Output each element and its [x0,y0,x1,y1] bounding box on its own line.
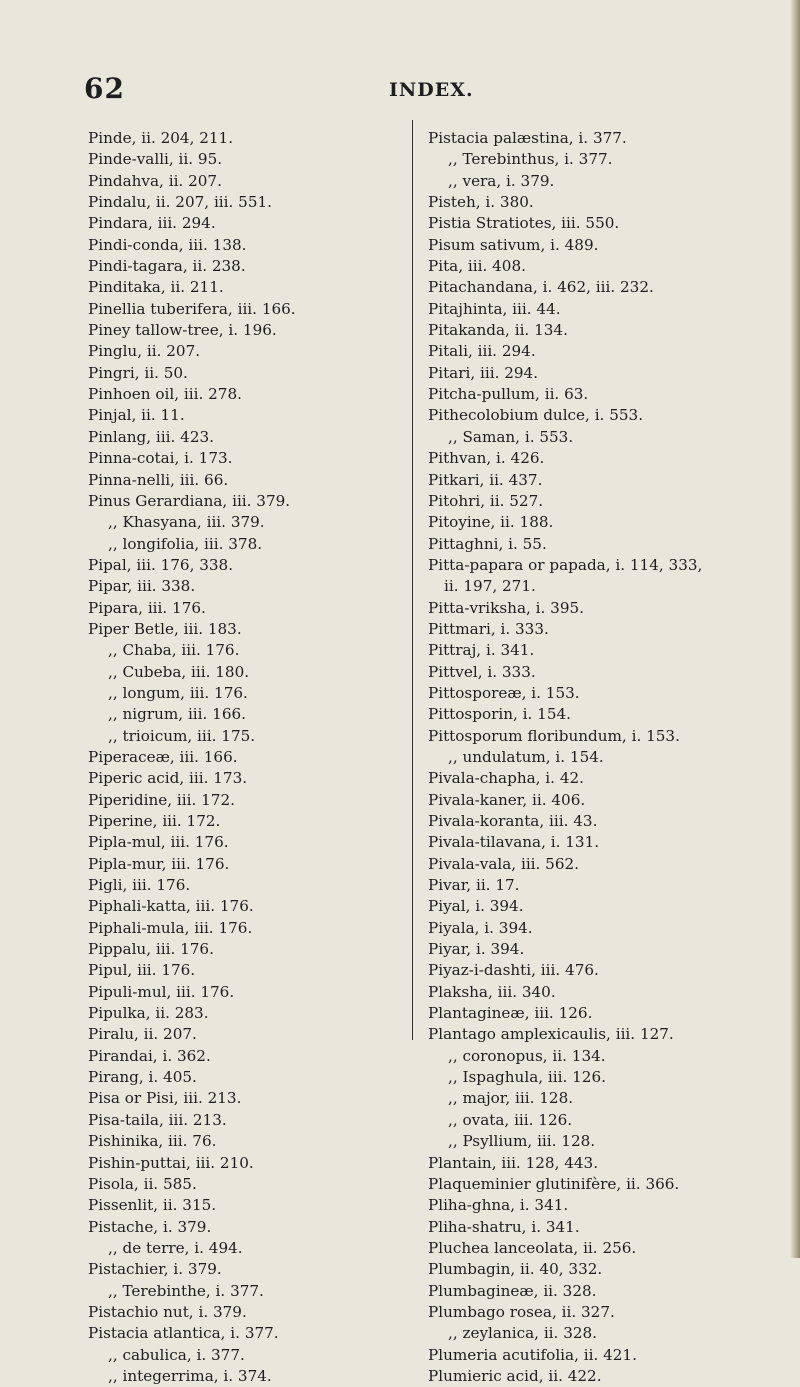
index-entry: ,, coronopus, ii. 134. [448,1046,606,1065]
index-entry: ,, Cubeba, iii. 180. [108,662,250,681]
index-entry: Pisum sativum, i. 489. [428,235,599,254]
index-entry: Pisa-taila, iii. 213. [88,1110,227,1129]
index-entry: ,, trioicum, iii. 175. [108,726,256,745]
index-entry: Pinde, ii. 204, 211. [88,129,234,147]
index-entry: Pittmari, i. 333. [428,619,549,638]
index-entry: Piphali-mula, iii. 176. [88,918,253,937]
index-entry: ,, Saman, i. 553. [448,427,574,446]
index-entry: ,, Terebinthus, i. 377. [448,150,613,169]
index-entry: ,, Ispaghula, iii. 126. [448,1068,606,1087]
index-entry: ,, nigrum, iii. 166. [108,705,246,724]
index-entry: ,, cabulica, i. 377. [108,1345,245,1364]
index-entry: Pirandai, i. 362. [88,1046,211,1065]
index-entry: Pivala-koranta, iii. 43. [428,812,598,830]
column-divider [412,120,413,1040]
index-entry: Pinellia tuberifera, iii. 166. [88,299,296,318]
index-entry: Pishinika, iii. 76. [88,1132,217,1151]
index-entry: Pissenlit, ii. 315. [88,1196,217,1215]
index-entry: Pluchea lanceolata, ii. 256. [428,1238,637,1257]
index-entry: Pipal, iii. 176, 338. [88,555,234,574]
index-entry: Pindara, iii. 294. [88,214,216,233]
index-entry: Pittvel, i. 333. [428,662,536,681]
index-entry: Pippalu, iii. 176. [88,940,214,959]
index-entry: Pinde-valli, ii. 95. [88,150,223,169]
index-column-right [428,128,768,1387]
index-entry: Plantain, iii. 128, 443. [428,1153,599,1172]
index-entry: Pigli, iii. 176. [88,876,191,895]
index-entry: Pitohri, ii. 527. [428,491,544,510]
index-entry: Pistache, i. 379. [88,1217,212,1236]
index-entry: Pitoyine, ii. 188. [428,513,554,532]
index-entry: Plumbagineæ, ii. 328. [428,1281,597,1300]
index-entry: ,, Chaba, iii. 176. [108,641,240,660]
index-entry: Piperaceæ, iii. 166. [88,747,238,766]
index-entry: ,, zeylanica, ii. 328. [448,1324,598,1343]
index-entry: Pipuli-mul, iii. 176. [88,982,235,1001]
index-entry: Pishin-puttai, iii. 210. [88,1153,254,1172]
index-entry: Plaksha, iii. 340. [428,982,556,1001]
index-entry: Plumeria acutifolia, ii. 421. [428,1345,637,1364]
index-entry: Plantagineæ, iii. 126. [428,1004,593,1023]
index-entry: Pittaghni, i. 55. [428,534,547,553]
index-entry: Pipul, iii. 176. [88,961,196,980]
index-entry: Pisteh, i. 380. [428,193,534,212]
index-entry: Plumbagin, ii. 40, 332. [428,1260,603,1279]
index-entry: Plaqueminier glutinifère, ii. 366. [428,1174,680,1193]
index-entry: Piperic acid, iii. 173. [88,769,248,788]
index-entry: ,, Psyllium, iii. 128. [448,1132,596,1151]
index-entry: Piyar, i. 394. [428,940,525,959]
index-entry: Pliha-ghna, i. 341. [428,1196,569,1215]
index-entry: Piyal, i. 394. [428,897,524,916]
index-entry: Pipar, iii. 338. [88,577,196,596]
index-entry: Pittosporeæ, i. 153. [428,683,580,702]
index-entry: ,, ovata, iii. 126. [448,1110,573,1129]
index-entry: Pistachier, i. 379. [88,1260,222,1279]
index-entry: Pinlang, iii. 423. [88,427,214,446]
index-entry: Pinhoen oil, iii. 278. [88,385,242,404]
index-entry: Pisola, ii. 585. [88,1174,197,1193]
index-entry: Pithecolobium dulce, i. 553. [428,406,644,425]
page-edge-shadow [790,0,800,1258]
index-entry: Pivar, ii. 17. [428,876,520,895]
index-entry: ,, major, iii. 128. [448,1089,574,1108]
index-entry: Piyaz-i-dashti, iii. 476. [428,961,599,980]
index-entry: Pitakanda, ii. 134. [428,321,568,340]
index-entry: ,, Terebinthe, i. 377. [108,1281,264,1300]
index-entry: Pliha-shatru, i. 341. [428,1217,580,1236]
index-entry: Pitcha-pullum, ii. 63. [428,385,589,404]
index-entry: Piper Betle, iii. 183. [88,619,242,638]
index-entry: ii. 197, 271. [444,577,536,596]
index-entry: ,, undulatum, i. 154. [448,747,604,766]
index-entry: Pistachio nut, i. 379. [88,1302,247,1321]
index-entry: Pittosporum floribundum, i. 153. [428,726,680,745]
index-entry: Pistia Stratiotes, iii. 550. [428,214,620,233]
index-entry: Pitkari, ii. 437. [428,470,543,489]
index-entry: Pinglu, ii. 207. [88,342,201,361]
index-entry: Pivala-tilavana, i. 131. [428,833,600,852]
index-entry: Pittraj, i. 341. [428,641,535,660]
index-entry: Pipara, iii. 176. [88,598,206,617]
index-entry: Pistacia atlantica, i. 377. [88,1324,279,1343]
index-entry: Pindalu, ii. 207, iii. 551. [88,193,272,212]
index-entry: ,, Khasyana, iii. 379. [108,513,265,532]
index-entry: Pisa or Pisi, iii. 213. [88,1089,242,1108]
index-entry: Pipulka, ii. 283. [88,1004,209,1023]
index-entry: ,, longifolia, iii. 378. [108,534,263,553]
index-entry: ,, longum, iii. 176. [108,683,248,702]
index-entry: Pindi-conda, iii. 138. [88,235,247,254]
index-entry: Pittosporin, i. 154. [428,705,571,724]
index-entry: Pithvan, i. 426. [428,449,545,468]
index-entry: Pitta-papara or papada, i. 114, 333, [428,555,703,574]
index-entry: Plumbago rosea, ii. 327. [428,1302,615,1321]
index-entry: Pipla-mur, iii. 176. [88,854,230,873]
index-entry: Piralu, ii. 207. [88,1025,197,1044]
index-entry: Pingri, ii. 50. [88,363,188,382]
index-entry: ,, de terre, i. 494. [108,1238,243,1257]
index-entry: ,, vera, i. 379. [448,171,555,190]
index-entry: Plumieric acid, ii. 422. [428,1366,602,1385]
index-entry: Pindi-tagara, ii. 238. [88,257,246,276]
index-entry: Pipla-mul, iii. 176. [88,833,229,852]
index-entry: Pivala-kaner, ii. 406. [428,790,586,809]
index-entry: Pitajhinta, iii. 44. [428,299,561,318]
index-entry: Pinus Gerardiana, iii. 379. [88,491,291,510]
index-entry: Pitta-vriksha, i. 395. [428,598,584,617]
index-entry: Pivala-chapha, i. 42. [428,769,584,788]
index-entry: Piperidine, iii. 172. [88,790,235,809]
index-entry: Pistacia palæstina, i. 377. [428,129,627,147]
index-entry: Pita, iii. 408. [428,257,526,276]
index-entry: Pinna-nelli, iii. 66. [88,470,229,489]
index-column-left [88,128,398,1387]
index-entry: Pivala-vala, iii. 562. [428,854,579,873]
index-entry: ,, integerrima, i. 374. [108,1366,272,1385]
index-entry: Pinjal, ii. 11. [88,406,185,425]
index-entry: Pitachandana, i. 462, iii. 232. [428,278,654,297]
index-entry: Piphali-katta, iii. 176. [88,897,254,916]
index-entry: Piyala, i. 394. [428,918,533,937]
index-entry: Piney tallow-tree, i. 196. [88,321,277,340]
index-entry: Pitali, iii. 294. [428,342,536,361]
index-entry: Pinna-cotai, i. 173. [88,449,233,468]
index-entry: Pindahva, ii. 207. [88,171,222,190]
page-number: 62 [84,72,125,105]
running-head: INDEX. [389,79,474,101]
index-entry: Piperine, iii. 172. [88,812,221,830]
index-entry: Pitari, iii. 294. [428,363,539,382]
index-entry: Pinditaka, ii. 211. [88,278,224,297]
index-entry: Pirang, i. 405. [88,1068,197,1087]
index-entry: Plantago amplexicaulis, iii. 127. [428,1025,674,1044]
